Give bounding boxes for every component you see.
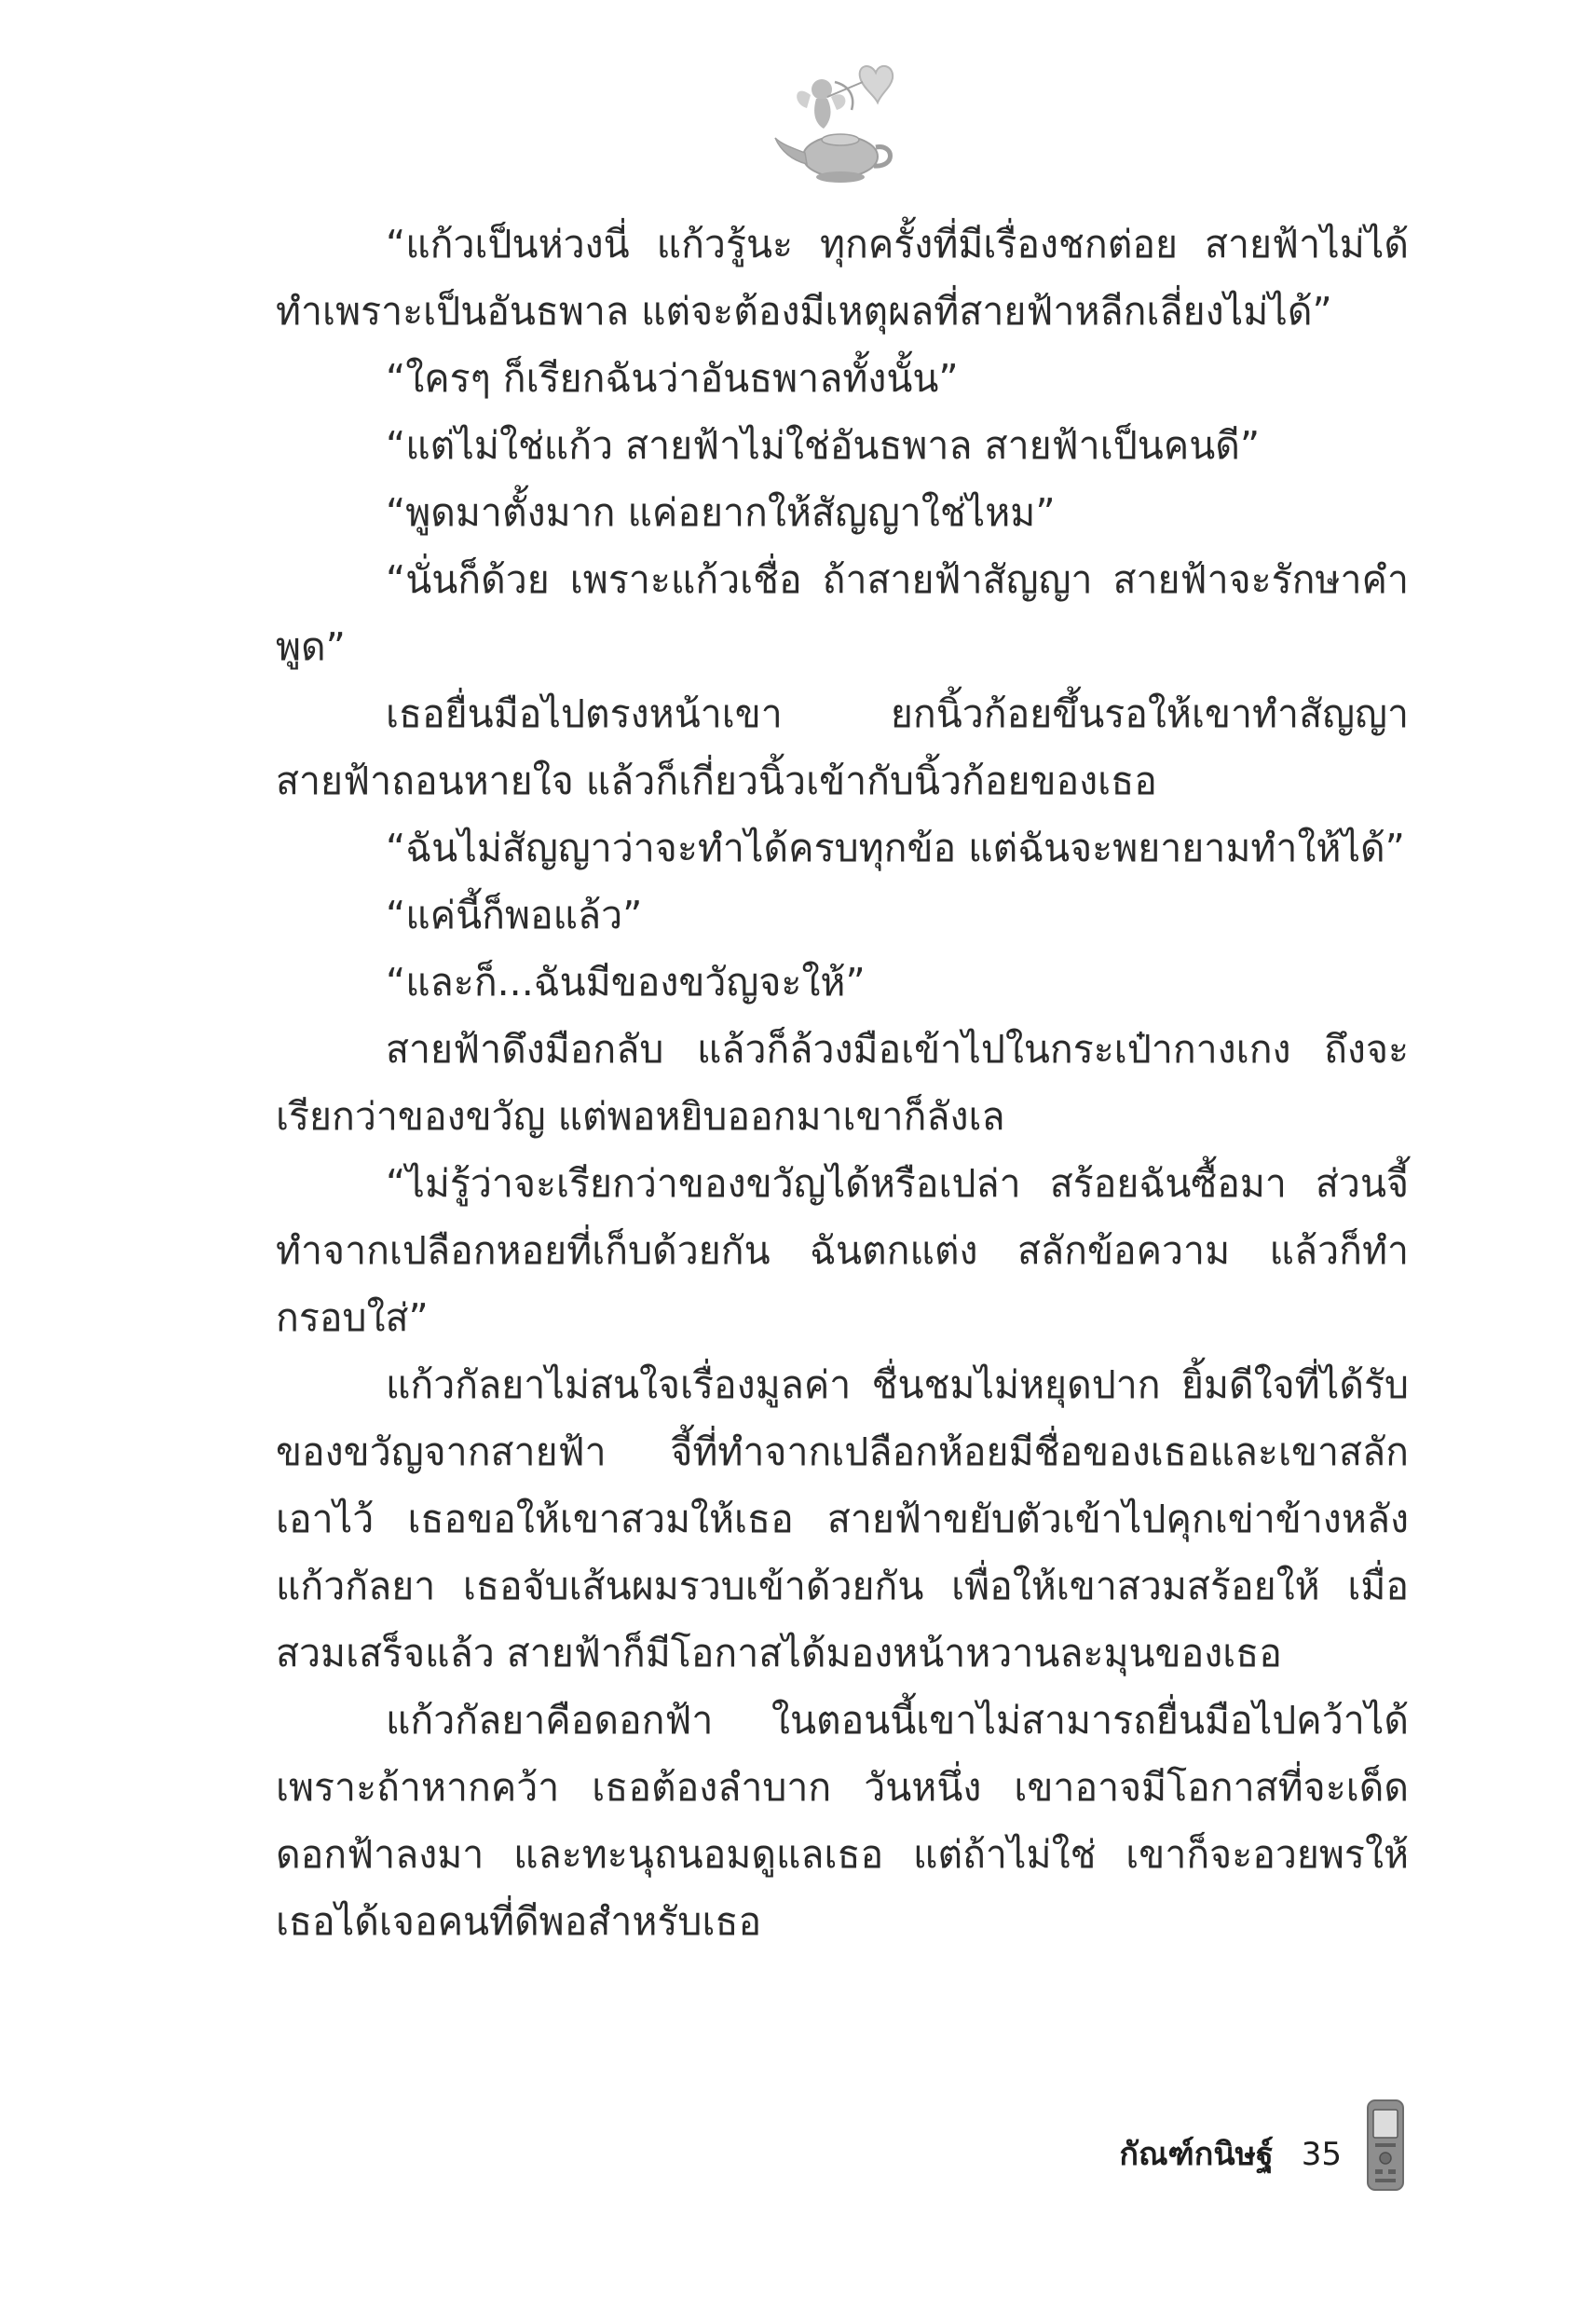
voice-recorder-icon <box>1366 2099 1405 2192</box>
book-title: กัณฑ์กนิษฐ์ <box>1119 2136 1274 2173</box>
paragraph: “พูดมาตั้งมาก แค่อยากให้สัญญาใช่ไหม” <box>386 490 1056 535</box>
paragraph: “แค่นี้ก็พอแล้ว” <box>386 893 643 937</box>
paragraph: “ใครๆ ก็เรียกฉันว่าอันธพาลทั้งนั้น” <box>386 356 959 401</box>
paragraph: “ไม่รู้ว่าจะเรียกว่าของขวัญได้หรือเปล่า สร้อยฉันซื้อมา ส่วนจี้ทำจากเปลือกหอยที่เก็บด้วยกัน ฉันตกแต่ง สลักข้อความ แล้วก็ทำกรอบใส่” <box>276 1161 1409 1340</box>
paragraph: “นั่นก็ด้วย เพราะแก้วเชื่อ ถ้าสายฟ้าสัญญา สายฟ้าจะรักษาคำพูด” <box>276 557 1409 669</box>
paragraph: “แก้วเป็นห่วงนี่ แก้วรู้นะ ทุกครั้งที่มีเรื่องชกต่อย สายฟ้าไม่ได้ทำเพราะเป็นอันธพาล แต่จะต้องมีเหตุผลที่สายฟ้าหลีกเลี่ยงไม่ได้” <box>276 222 1409 334</box>
paragraph: “ฉันไม่สัญญาว่าจะทำได้ครบทุกข้อ แต่ฉันจะพยายามทำให้ได้” <box>386 826 1405 870</box>
paragraph: แก้วกัลยาคือดอกฟ้า ในตอนนี้เขาไม่สามารถยื่นมือไปคว้าได้ เพราะถ้าหากคว้า เธอต้องลำบาก วันหนึ่ง เขาอาจมีโอกาสที่จะเด็ดดอกฟ้าลงมา และทะนุถนอมดูแลเธอ แต่ถ้าไม่ใช่ เขาก็จะอวยพรให้เธอได้เจอคนที่ดีพอสำหรับเธอ <box>276 1698 1409 1944</box>
paragraph: “แต่ไม่ใช่แก้ว สายฟ้าไม่ใช่อันธพาล สายฟ้าเป็นคนดี” <box>386 423 1261 468</box>
paragraph: สายฟ้าดึงมือกลับ แล้วก็ล้วงมือเข้าไปในกระเป๋ากางเกง ถึงจะเรียกว่าของขวัญ แต่พอหยิบออกมาเขาก็ลังเล <box>276 1027 1409 1139</box>
story-text <box>276 211 1409 1955</box>
paragraph: “และก็...ฉันมีของขวัญจะให้” <box>386 960 866 1005</box>
paragraph: เธอยื่นมือไปตรงหน้าเขา ยกนิ้วก้อยขึ้นรอให้เขาทำสัญญา สายฟ้าถอนหายใจ แล้วก็เกี่ยวนิ้วเข้ากับนิ้วก้อยของเธอ <box>276 691 1409 803</box>
paragraph: แก้วกัลยาไม่สนใจเรื่องมูลค่า ชื่นชมไม่หยุดปาก ยิ้มดีใจที่ได้รับของขวัญจากสายฟ้า จี้ที่ทำจากเปลือกห้อยมีชื่อของเธอและเขาสลักเอาไว้ เธอขอให้เขาสวมให้เธอ สายฟ้าขยับตัวเข้าไปคุกเข่าข้างหลังแก้วกัลยา เธอจับเส้นผมรวบเข้าด้วยกัน เพื่อให้เขาสวมสร้อยให้ เมื่อสวมเสร็จแล้ว สายฟ้าก็มีโอกาสได้มองหน้าหวานละมุนของเธอ <box>276 1362 1409 1675</box>
page-footer <box>1006 2126 1342 2182</box>
page-number: 35 <box>1301 2136 1342 2173</box>
cupid-teapot-ornament-icon <box>766 54 906 194</box>
